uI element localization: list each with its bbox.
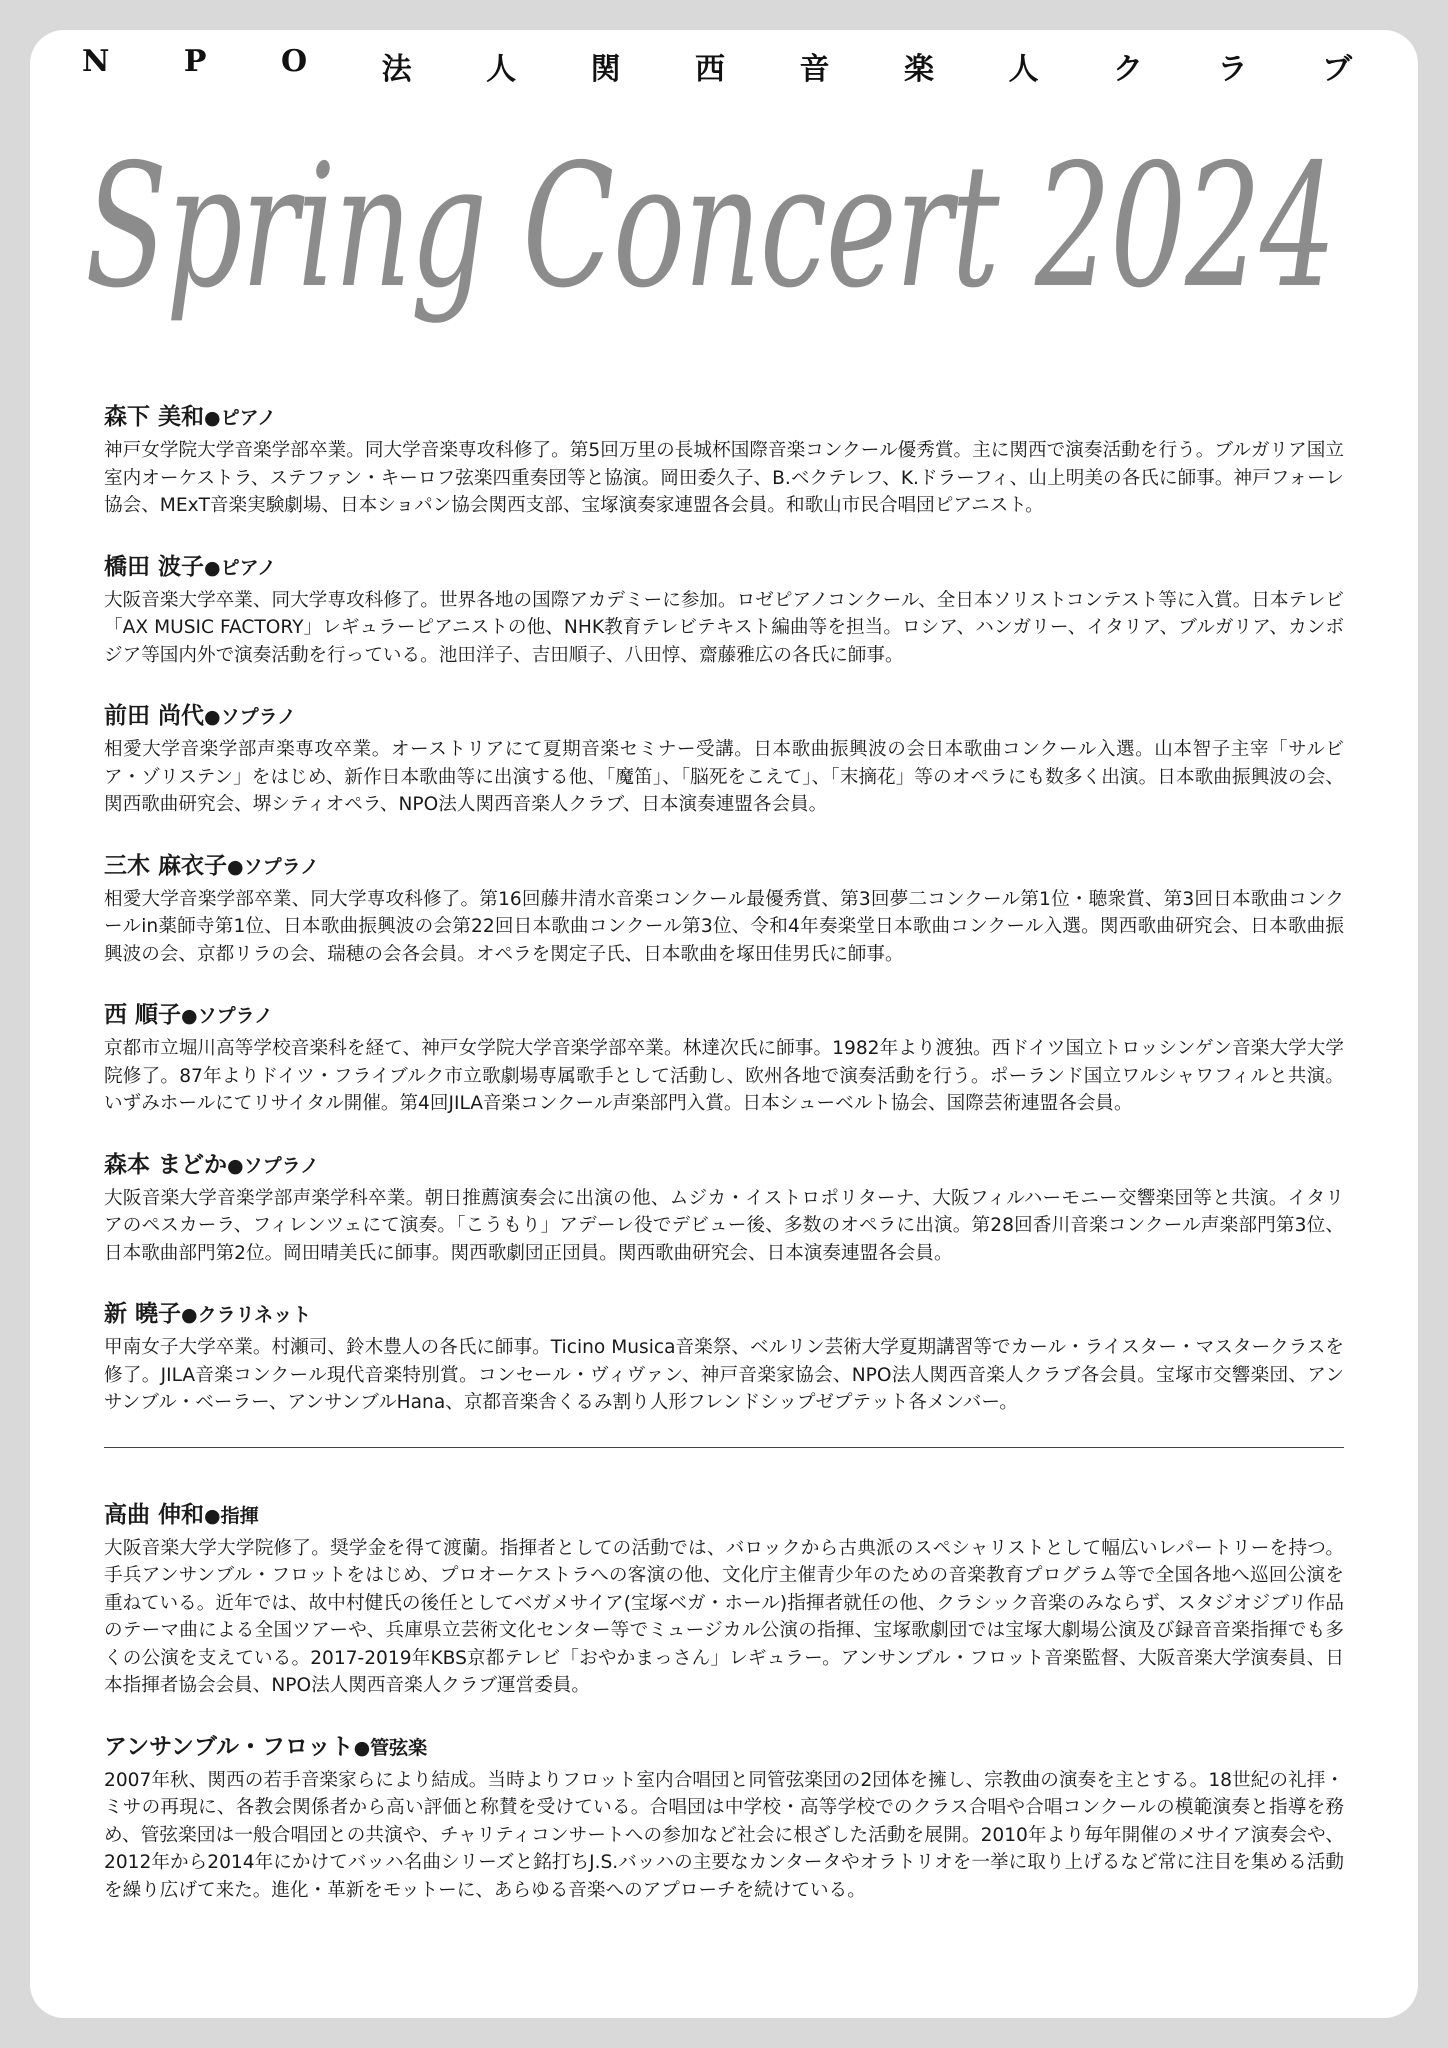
concert-title-svg: [60, 110, 1360, 370]
performer-bio: 大阪音楽大学卒業、同大学専攻科修了。世界各地の国際アカデミーに参加。ロゼピアノコンクール、全日本ソリストコンテスト等に入賞。日本テレビ「AX MUSIC FACTORY」レギュラーピアニストの他、NHK教育テレビテキスト編曲等を担当。ロシア、ハンガリー、イタリア、ブルガリア、カンボジア等国内外で演奏活動を行っている。池田洋子、吉田順子、八田惇、齋藤雅広の各氏に師事。: [104, 589, 1344, 666]
profile-heading: 前田 尚代●ソプラノ: [104, 703, 297, 729]
ensemble-bio: 2007年秋、関西の若手音楽家らにより結成。当時よりフロット室内合唱団と同管弦楽団の2団体を擁し、宗教曲の演奏を主とする。18世紀の礼拝・ミサの再現に、各教会関係者から高い評価と称賛を受けている。合唱団は中学校・高等学校でのクラス合唱や合唱コンクールの模範演奏と指導を務め、管弦楽団は一般合唱団との共演や、チャリティコンサートへの参加など社会に根ざした活動を展開。2010年より毎年開催のメサイア演奏会や、2012年から2014年にかけてバッハ名曲シリーズと銘打ちJ.S.バッハの主要なカンタータやオラトリオを一挙に取り上げるなど常に注目を集める活動を繰り広げて来た。進化・革新をモットーに、あらゆる音楽へのアプローチを続けている。: [104, 1769, 1344, 1901]
org-char: 楽: [904, 52, 934, 87]
performer-bio: 相愛大学音楽学部卒業、同大学専攻科修了。第16回藤井清水音楽コンクール最優秀賞、第3回夢二コンクール第1位・聴衆賞、第3回日本歌曲コンクールin薬師寺第1位、日本歌曲振興波の会第22回日本歌曲コンクール第3位、令和4年奏楽堂日本歌曲コンクール入選。関西歌曲研究会、日本歌曲振興波の会、京都リラの会、瑞穂の会各会員。オペラを関定子氏、日本歌曲を塚田佳男氏に師事。: [104, 888, 1344, 965]
profile-heading: 高曲 伸和●指揮: [104, 1501, 259, 1528]
profile-heading: 新 曉子●クラリネット: [104, 1301, 312, 1327]
performer-role: ソプラノ: [197, 1005, 274, 1027]
performer-bio: 大阪音楽大学音楽学部声楽学科卒業。朝日推薦演奏会に出演の他、ムジカ・イストロポリターナ、大阪フィルハーモニー交響楽団等と共演。イタリアのペスカーラ、フィレンツェにて演奏。「こうもり」アデーレ役でデビュー後、多数のオペラに出演。第28回香川音楽コンクール声楽部門第3位、日本歌曲部門第2位。岡田晴美氏に師事。関西歌劇団正団員。関西歌曲研究会、日本演奏連盟各会員。: [104, 1187, 1344, 1264]
org-char: 西: [695, 52, 726, 87]
organization-name: [82, 44, 1352, 88]
profile-shin: [104, 1297, 1344, 1417]
profile-heading: 森下 美和●ピアノ: [104, 404, 277, 430]
performer-role: ソプラノ: [220, 706, 297, 728]
profile-ensemble: [104, 1730, 1344, 1905]
org-char: P: [183, 44, 207, 79]
profile-hashida: [104, 550, 1344, 670]
performer-name: 前田 尚代: [104, 703, 205, 729]
performer-bio: 相愛大学音楽学部声楽専攻卒業。オーストリアにて夏期音楽セミナー受講。日本歌曲振興波の会日本歌曲コンクール入選。山本智子主宰「サルビア・ゾリステン」をはじめ、新作日本歌曲等に出演する他、「魔笛」、「脳死をこえて」、「末摘花」等のオペラにも数多く出演。日本歌曲振興波の会、関西歌曲研究会、堺シティオペラ、NPO法人関西音楽人クラブ、日本演奏連盟各会員。: [104, 739, 1344, 815]
ensemble-name: アンサンブル・フロット: [104, 1733, 354, 1760]
conductor-role: 指揮: [220, 1504, 259, 1527]
org-char: 人: [486, 52, 517, 87]
profile-miki: [104, 849, 1344, 969]
performer-role: ソプラノ: [243, 855, 320, 878]
profile-heading: 橋田 波子●ピアノ: [104, 553, 277, 580]
performer-name: 森下 美和: [104, 404, 205, 430]
ensemble-role: 管弦楽: [370, 1736, 428, 1759]
performer-bio: 京都市立堀川高等学校音楽科を経て、神戸女学院大学音楽学部卒業。林達次氏に師事。1982年より渡独。西ドイツ国立トロッシンゲン音楽大学大学院修了。87年よりドイツ・フライブルク市立歌劇場専属歌手として活動し、欧州各地で演奏活動を行う。ポーランド国立ワルシャワフィルと共演。いずみホールにてリサイタル開催。第4回JILA音楽コンクール声楽部門入賞。日本シューベルト協会、国際芸術連盟各会員。: [104, 1038, 1344, 1114]
org-char: ラ: [1217, 52, 1248, 87]
org-char: ブ: [1321, 52, 1352, 87]
profile-nishi: [104, 998, 1344, 1118]
performer-bio: 甲南女子大学卒業。村瀬司、鈴木豊人の各氏に師事。Ticino Musica音楽祭、ベルリン芸術大学夏期講習等でカール・ライスター・マスタークラスを修了。JILA音楽コンクール現代音楽特別賞。コンセール・ヴィヴァン、神戸音楽家協会、NPO法人関西音楽人クラブ各会員。宝塚市交響楽団、アンサンブル・ベーラー、アンサンブルHana、京都音楽舎くるみ割り人形フレンドシップゼプテット各メンバー。: [104, 1337, 1344, 1413]
conductor-bio: 大阪音楽大学大学院修了。奨学金を得て渡蘭。指揮者としての活動では、バロックから古典派のスペシャリストとして幅広いレパートリーを持つ。手兵アンサンブル・フロットをはじめ、プロオーケストラへの客演の他、文化庁主催青少年のための音楽教育プログラム等で全国各地へ巡回公演を重ねている。近年では、故中村健氏の後任としてベガメサイア(宝塚ベガ・ホール)指揮者就任の他、クラシック音楽のみならず、スタジオジブリ作品のテーマ曲による全国ツアーや、兵庫県立芸術文化センター等でミュージカル公演の指揮、宝塚歌劇団では宝塚大劇場公演及び録音音楽指揮でも多くの公演を支えている。2017-2019年KBS京都テレビ「おやかまっさん」レギュラー。アンサンブル・フロット音楽監督、大阪音楽大学演奏員、日本指揮者協会会員、NPO法人関西音楽人クラブ運営委員。: [104, 1537, 1344, 1696]
section-divider: [104, 1447, 1344, 1448]
performer-role: ピアノ: [220, 407, 277, 429]
org-char: 音: [799, 52, 830, 87]
performer-role: ソプラノ: [243, 1154, 320, 1177]
org-char: 法: [381, 52, 412, 87]
performer-name: 新 曉子: [104, 1301, 182, 1327]
org-char: 人: [1008, 52, 1039, 87]
performer-name: 西 順子: [104, 1002, 182, 1028]
profile-morishita: [104, 400, 1344, 520]
concert-title-text: Spring Concert 2024: [85, 128, 1335, 326]
concert-title: [60, 110, 1360, 370]
org-char: 関: [590, 52, 621, 87]
org-char: O: [280, 44, 308, 79]
org-char: N: [82, 44, 110, 79]
performer-role: クラリネット: [197, 1304, 312, 1326]
profile-heading: アンサンブル・フロット●管弦楽: [104, 1733, 428, 1760]
profile-heading: 西 順子●ソプラノ: [104, 1002, 274, 1028]
performer-role: ピアノ: [220, 556, 277, 579]
profile-morimoto: [104, 1148, 1344, 1268]
performer-bio: 神戸女学院大学音楽学部卒業。同大学音楽専攻科修了。第5回万里の長城杯国際音楽コンクール優秀賞。主に関西で演奏活動を行う。ブルガリア国立室内オーケストラ、ステファン・キーロフ弦楽四重奏団等と協演。岡田委久子、B.ベクテレフ、K.ドラーフィ、山上明美の各氏に師事。神戸フォーレ協会、MExT音楽実験劇場、日本ショパン協会関西支部、宝塚演奏家連盟各会員。和歌山市民合唱団ピアニスト。: [104, 440, 1344, 516]
profile-conductor: [104, 1498, 1344, 1700]
profile-heading: 三木 麻衣子●ソプラノ: [104, 852, 320, 879]
profile-maeda: [104, 699, 1344, 819]
org-char: ク: [1112, 52, 1143, 87]
performer-name: 三木 麻衣子: [104, 852, 228, 879]
performer-name: 森本 まどか: [104, 1151, 228, 1178]
performer-name: 橋田 波子: [104, 553, 205, 580]
conductor-name: 高曲 伸和: [104, 1501, 205, 1528]
profile-heading: 森本 まどか●ソプラノ: [104, 1151, 320, 1178]
profiles: [104, 400, 1344, 1934]
